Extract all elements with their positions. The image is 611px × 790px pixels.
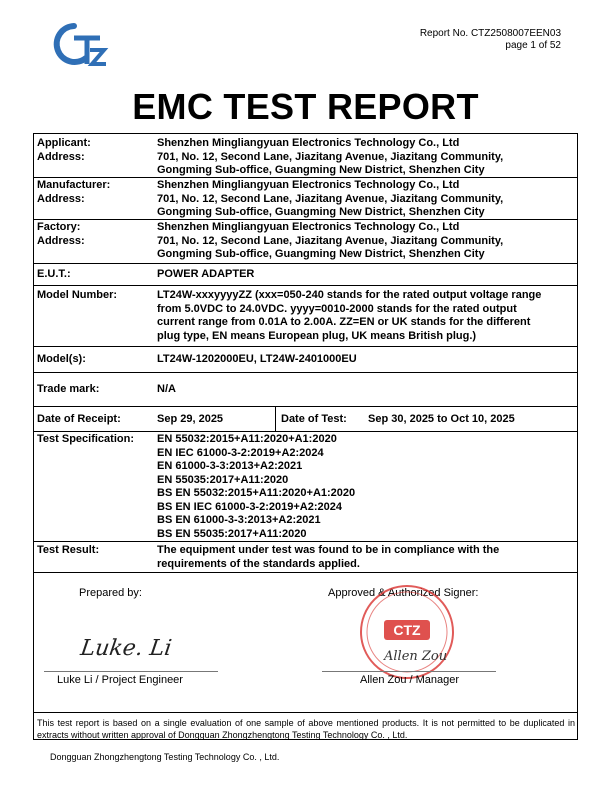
divider bbox=[33, 285, 578, 286]
approved-signature-line bbox=[322, 671, 496, 672]
divider bbox=[33, 263, 578, 264]
factory-address-label: Address: bbox=[37, 234, 85, 247]
manufacturer-value: Shenzhen Mingliangyuan Electronics Technology Co., Ltd bbox=[157, 179, 460, 191]
models-label: Model(s): bbox=[37, 353, 86, 365]
footer: Dongguan Zhongzhengtong Testing Technology Co. , Ltd. bbox=[50, 752, 280, 762]
prepared-signature bbox=[78, 625, 174, 665]
svg-text:Allen Zou: Allen Zou bbox=[384, 649, 448, 664]
manufacturer-address-label: Address: bbox=[37, 192, 85, 205]
eut-label: E.U.T.: bbox=[37, 268, 71, 280]
approved-name: Allen Zou / Manager bbox=[360, 674, 460, 686]
test-result-label: Test Result: bbox=[37, 544, 100, 556]
prepared-signature-line bbox=[44, 671, 218, 672]
divider bbox=[33, 431, 578, 432]
page-title: EMC TEST REPORT bbox=[132, 86, 479, 127]
divider bbox=[33, 712, 578, 713]
models-value: LT24W-1202000EU, LT24W-2401000EU bbox=[157, 353, 357, 365]
company-stamp bbox=[342, 582, 472, 682]
divider bbox=[33, 541, 578, 542]
trade-mark-label: Trade mark: bbox=[37, 383, 100, 395]
divider bbox=[275, 406, 276, 431]
applicant-address-label: Address: bbox=[37, 150, 85, 163]
applicant-label: Applicant: bbox=[37, 137, 91, 149]
applicant-value: Shenzhen Mingliangyuan Electronics Technology Co., Ltd bbox=[157, 137, 460, 149]
manufacturer-address: 701, No. 12, Second Lane, Jiazitang Avenue, Jiazitang Community, Gongming Sub-office, Guangming New District, Shenzhen City bbox=[157, 192, 504, 218]
approved-by-label: Approved & Authorized Signer: bbox=[328, 587, 479, 599]
test-date-value: Sep 30, 2025 to Oct 10, 2025 bbox=[368, 413, 515, 425]
model-number-label: Model Number: bbox=[37, 289, 118, 301]
applicant-address: 701, No. 12, Second Lane, Jiazitang Avenue, Jiazitang Community, Gongming Sub-office, Guangming New District, Shenzhen City bbox=[157, 150, 504, 176]
disclaimer: This test report is based on a single evaluation of one sample of above mentioned products. It is not permitted to be duplicated in extracts without written approval of Dongguan Zhongzhengtong Testing Technology Co. , Ltd. bbox=[37, 718, 575, 740]
test-result-value: The equipment under test was found to be in compliance with the requirements of the standards applied. bbox=[157, 544, 500, 570]
test-spec-list: EN 55032:2015+A11:2020+A1:2020 EN IEC 61000-3-2:2019+A2:2024 EN 61000-3-3:2013+A2:2021 EN 55035:2017+A11:2020 BS EN 55032:2015+A11:2020+A1:2020 BS EN IEC 61000-3-2:2019+A2:2024 BS EN 61000-3-3:2013+A2:2021 BS EN 55035:2017+A11:2020 bbox=[157, 433, 356, 540]
report-number: Report No. CTZ2508007EEN03 bbox=[419, 28, 561, 39]
receipt-date-value: Sep 29, 2025 bbox=[157, 413, 224, 425]
model-number-value: LT24W-xxxyyyyZZ (xxx=050-240 stands for the rated output voltage range from 5.0VDC to 24.0VDC. yyyy=0010-2000 stands for the rated output current range from 0.01A to 2.00A. ZZ=EN or UK stands for the different plug type, EN means European plug, UK means British plug.) bbox=[157, 289, 542, 342]
divider bbox=[33, 346, 578, 347]
svg-text:CTZ: CTZ bbox=[393, 622, 421, 638]
prepared-by-label: Prepared by: bbox=[79, 587, 142, 599]
test-date-label: Date of Test: bbox=[281, 413, 347, 425]
test-spec-label: Test Specification: bbox=[37, 433, 134, 445]
ctz-logo bbox=[50, 20, 106, 68]
divider bbox=[33, 572, 578, 573]
prepared-name: Luke Li / Project Engineer bbox=[57, 674, 183, 686]
page-number: page 1 of 52 bbox=[505, 40, 561, 51]
report-number-block bbox=[420, 28, 561, 52]
divider bbox=[33, 406, 578, 407]
svg-text:Luke. Li: Luke. Li bbox=[78, 635, 174, 661]
divider bbox=[33, 372, 578, 373]
receipt-date-label: Date of Receipt: bbox=[37, 413, 121, 425]
manufacturer-label: Manufacturer: bbox=[37, 179, 111, 191]
trade-mark-value: N/A bbox=[157, 383, 176, 395]
factory-value: Shenzhen Mingliangyuan Electronics Technology Co., Ltd bbox=[157, 221, 460, 233]
eut-value: POWER ADAPTER bbox=[157, 268, 255, 280]
factory-address: 701, No. 12, Second Lane, Jiazitang Avenue, Jiazitang Community, Gongming Sub-office, Guangming New District, Shenzhen City bbox=[157, 234, 504, 260]
factory-label: Factory: bbox=[37, 221, 81, 233]
